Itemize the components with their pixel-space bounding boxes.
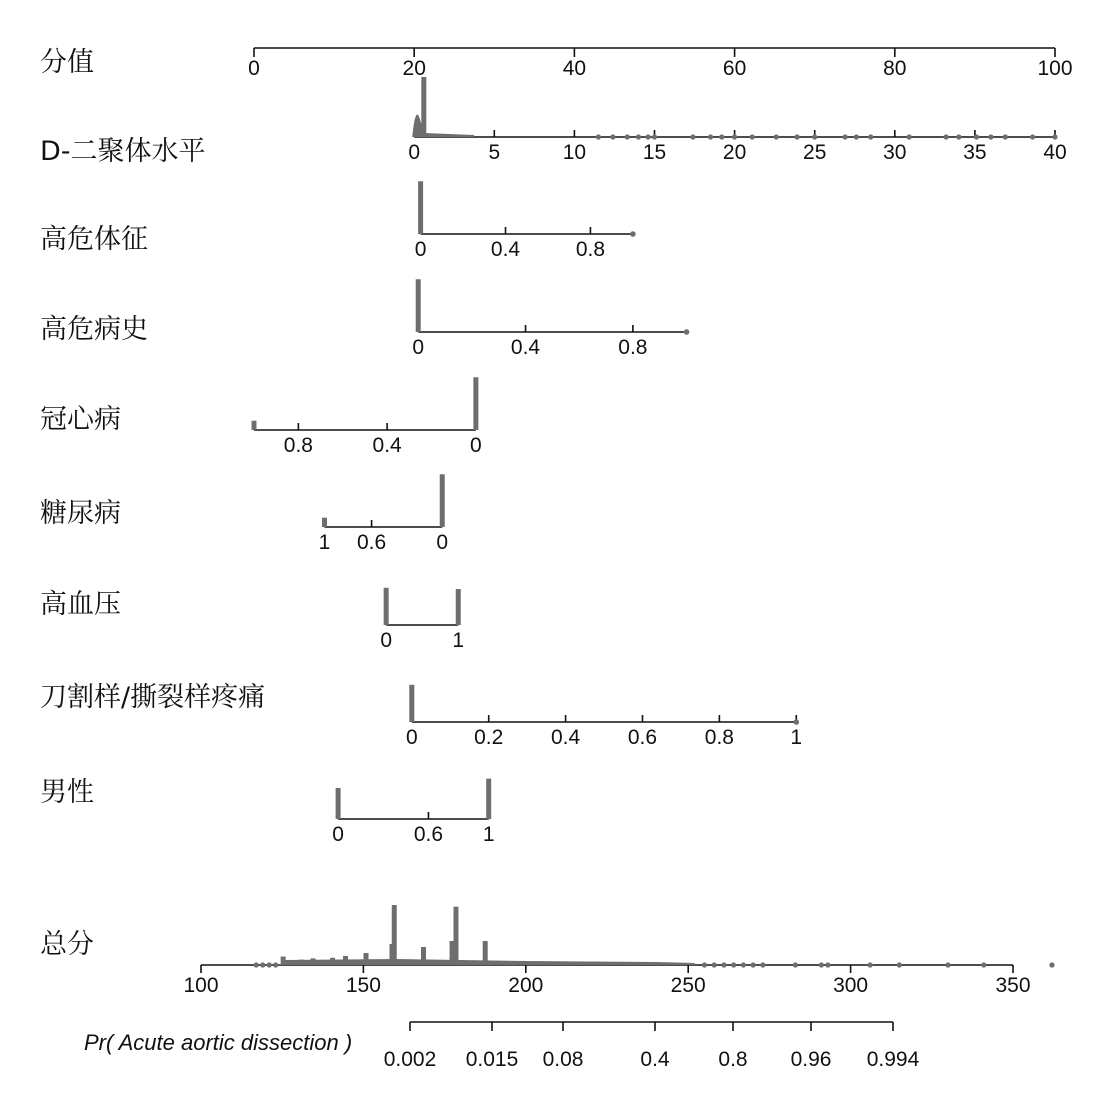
coronary-disease-scale — [254, 377, 482, 457]
points-tick-label: 20 — [402, 57, 426, 80]
axis-tick-label: 0.2 — [474, 726, 504, 749]
axis-tick-label: 0.4 — [550, 726, 581, 749]
hypertension-label: 高血压 — [40, 589, 121, 620]
total-tick-label: 100 — [183, 974, 219, 997]
outlier-dot — [988, 134, 993, 139]
outlier-dot — [774, 134, 779, 139]
axis-tick-label: 0 — [405, 726, 418, 749]
total-outlier-dot — [819, 962, 824, 967]
axis-tick-label: 0.8 — [704, 726, 734, 749]
diabetes-label: 糖尿病 — [40, 498, 121, 529]
total-outlier-dot — [981, 962, 986, 967]
outlier-dot — [843, 134, 848, 139]
axis-tick-label: 1 — [790, 726, 803, 749]
points-tick-label: 0 — [248, 57, 260, 80]
probability-tick-label: 0.96 — [790, 1048, 832, 1071]
ddimer-scale — [408, 77, 1066, 164]
axis-tick-label: 0 — [412, 336, 425, 359]
axis-tick-label: 0.8 — [283, 434, 313, 457]
total-outlier-dot — [825, 962, 830, 967]
axis-tick-label: 20 — [722, 141, 747, 164]
points-tick-label: 100 — [1037, 57, 1073, 80]
total-outlier-dot — [731, 962, 736, 967]
outlier-dot — [708, 134, 713, 139]
points-tick-label: 40 — [562, 57, 587, 80]
total-outlier-dot — [897, 962, 902, 967]
axis-tick-label: 25 — [803, 141, 827, 164]
points-scale — [248, 48, 1072, 80]
total-outlier-dot — [267, 962, 272, 967]
outlier-dot — [943, 134, 948, 139]
axis-tick-label: 0.6 — [413, 823, 444, 846]
outlier-dot — [974, 134, 979, 139]
axis-tick-label: 40 — [1043, 141, 1067, 164]
end-dot — [630, 231, 636, 237]
total-tick-label: 350 — [995, 974, 1031, 997]
hypertension-scale — [380, 588, 464, 652]
total-outlier-dot — [702, 962, 707, 967]
axis-tick-label: 0.4 — [490, 238, 521, 261]
axis-tick-label: 0 — [470, 434, 482, 457]
tearing-pain-scale — [406, 685, 802, 749]
end-dot — [684, 329, 690, 335]
total-outlier-dot — [867, 962, 872, 967]
axis-tick-label: 30 — [883, 141, 907, 164]
end-dot — [793, 719, 799, 725]
axis-tick-label: 0 — [414, 238, 427, 261]
total-tick-label: 250 — [670, 974, 706, 997]
total-outlier-dot — [273, 962, 278, 967]
high-risk-history-label: 高危病史 — [40, 314, 148, 345]
probability-tick-label: 0.994 — [866, 1048, 920, 1071]
outlier-dot — [794, 134, 799, 139]
high-risk-signs-scale — [415, 181, 636, 261]
outlier-dot — [854, 134, 859, 139]
axis-tick-label: 0.8 — [575, 238, 606, 261]
probability-tick-label: 0.8 — [718, 1048, 748, 1071]
total-outlier-dot — [721, 962, 726, 967]
points-tick-label: 60 — [722, 57, 747, 80]
axis-tick-label: 0 — [436, 531, 449, 554]
axis-tick-label: 0 — [380, 629, 393, 652]
outlier-dot — [652, 134, 657, 139]
axis-tick-label: 1 — [318, 531, 331, 554]
axis-tick-label: 0 — [408, 141, 421, 164]
axis-tick-label: 0.4 — [372, 434, 402, 457]
axis-tick-label: 1 — [452, 629, 465, 652]
outlier-dot — [1030, 134, 1035, 139]
probability-tick-label: 0.002 — [383, 1048, 437, 1071]
axis-tick-label: 35 — [963, 141, 987, 164]
total-points-label: 总分 — [40, 929, 94, 960]
probability-tick-label: 0.4 — [640, 1048, 670, 1071]
probability-label: Pr( Acute aortic dissection ) — [84, 1030, 353, 1055]
male-label: 男性 — [40, 777, 94, 808]
high-risk-history-scale — [412, 279, 689, 359]
ddimer-label: D-二聚体水平 — [40, 136, 206, 167]
axis-tick-label: 0.4 — [510, 336, 541, 359]
outlier-dot — [690, 134, 695, 139]
outlier-dot — [868, 134, 873, 139]
probability-scale — [384, 1022, 920, 1071]
total-outlier-dot — [254, 962, 259, 967]
outlier-dot — [732, 134, 737, 139]
high-risk-signs-label: 高危体征 — [40, 224, 148, 255]
total-outlier-dot — [751, 962, 756, 967]
total-outlier-dot — [741, 962, 746, 967]
outlier-dot — [750, 134, 755, 139]
total-tick-label: 150 — [345, 974, 381, 997]
tearing-pain-label: 刀割样/撕裂样疼痛 — [40, 682, 266, 713]
axis-tick-label: 1 — [482, 823, 495, 846]
outlier-dot — [645, 134, 650, 139]
total-outlier-dot — [1049, 962, 1054, 967]
total-outlier-dot — [760, 962, 765, 967]
total-outlier-dot — [712, 962, 717, 967]
outlier-dot — [596, 134, 601, 139]
points-tick-label: 80 — [883, 57, 907, 80]
total-tick-label: 200 — [508, 974, 544, 997]
axis-tick-label: 0 — [332, 823, 344, 846]
points-axis-label: 分值 — [40, 47, 94, 78]
axis-tick-label: 5 — [488, 141, 501, 164]
probability-tick-label: 0.08 — [542, 1048, 584, 1071]
probability-tick-label: 0.015 — [465, 1048, 519, 1071]
coronary-disease-label: 冠心病 — [40, 404, 121, 435]
outlier-dot — [812, 134, 817, 139]
outlier-dot — [719, 134, 724, 139]
axis-tick-label: 10 — [562, 141, 587, 164]
axis-tick-label: 0.6 — [356, 531, 387, 554]
outlier-dot — [610, 134, 615, 139]
total-outlier-dot — [260, 962, 265, 967]
outlier-dot — [956, 134, 961, 139]
axis-tick-label: 15 — [642, 141, 667, 164]
outlier-dot — [636, 134, 641, 139]
outlier-dot — [907, 134, 912, 139]
outlier-dot — [1003, 134, 1008, 139]
outlier-dot — [625, 134, 630, 139]
total-outlier-dot — [793, 962, 798, 967]
total-tick-label: 300 — [833, 974, 869, 997]
diabetes-scale — [319, 474, 448, 554]
axis-tick-label: 0.8 — [618, 336, 648, 359]
total-outlier-dot — [945, 962, 950, 967]
outlier-dot — [1052, 134, 1057, 139]
axis-tick-label: 0.6 — [627, 726, 658, 749]
male-scale — [332, 779, 494, 846]
total-points-scale — [183, 905, 1054, 997]
